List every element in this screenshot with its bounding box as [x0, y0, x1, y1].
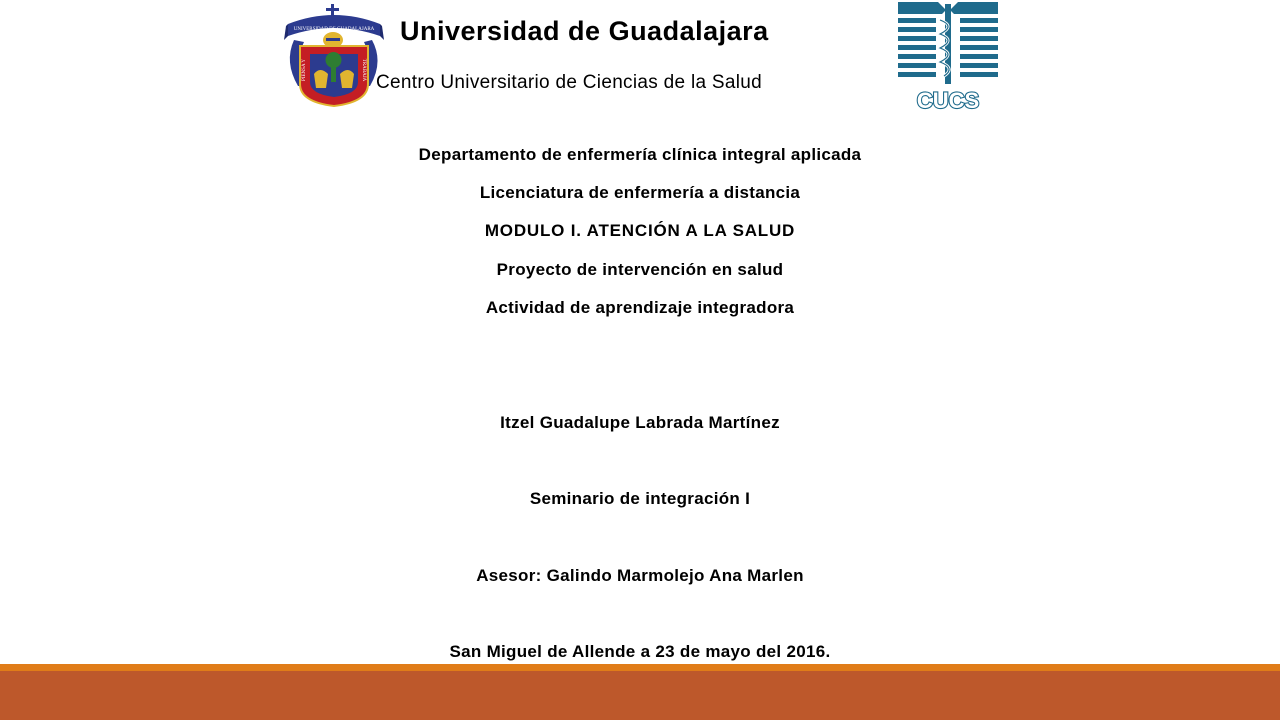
student-name: Itzel Guadalupe Labrada Martínez: [500, 413, 780, 432]
crest-text-top: UNIVERSIDAD DE GUADALAJARA: [293, 27, 375, 32]
activity-line: Actividad de aprendizaje integradora: [485, 298, 795, 317]
udg-crest-logo: [284, 2, 384, 110]
footer-accent-bar: [0, 664, 1280, 671]
course-line: Seminario de integración I: [529, 489, 751, 508]
university-title: Universidad de Guadalajara: [400, 16, 769, 46]
crest-text-right: TRABAJA: [361, 58, 366, 82]
place-date-line: San Miguel de Allende a 23 de mayo del 2016.: [449, 642, 831, 661]
advisor-line: Asesor: Galindo Marmolejo Ana Marlen: [476, 566, 804, 585]
cucs-logo: [898, 0, 998, 112]
footer-bar: [0, 671, 1280, 720]
degree-line: Licenciatura de enfermería a distancia: [479, 183, 801, 202]
department-line: Departamento de enfermería clínica integral aplicada: [418, 145, 862, 164]
module-line: MODULO I. ATENCIÓN A LA SALUD: [484, 221, 796, 240]
crest-text-left: PIENSA Y: [302, 59, 307, 81]
cucs-logo-text: CUCS: [916, 88, 980, 112]
project-line: Proyecto de intervención en salud: [496, 260, 784, 279]
center-title: Centro Universitario de Ciencias de la Salud: [376, 72, 763, 93]
